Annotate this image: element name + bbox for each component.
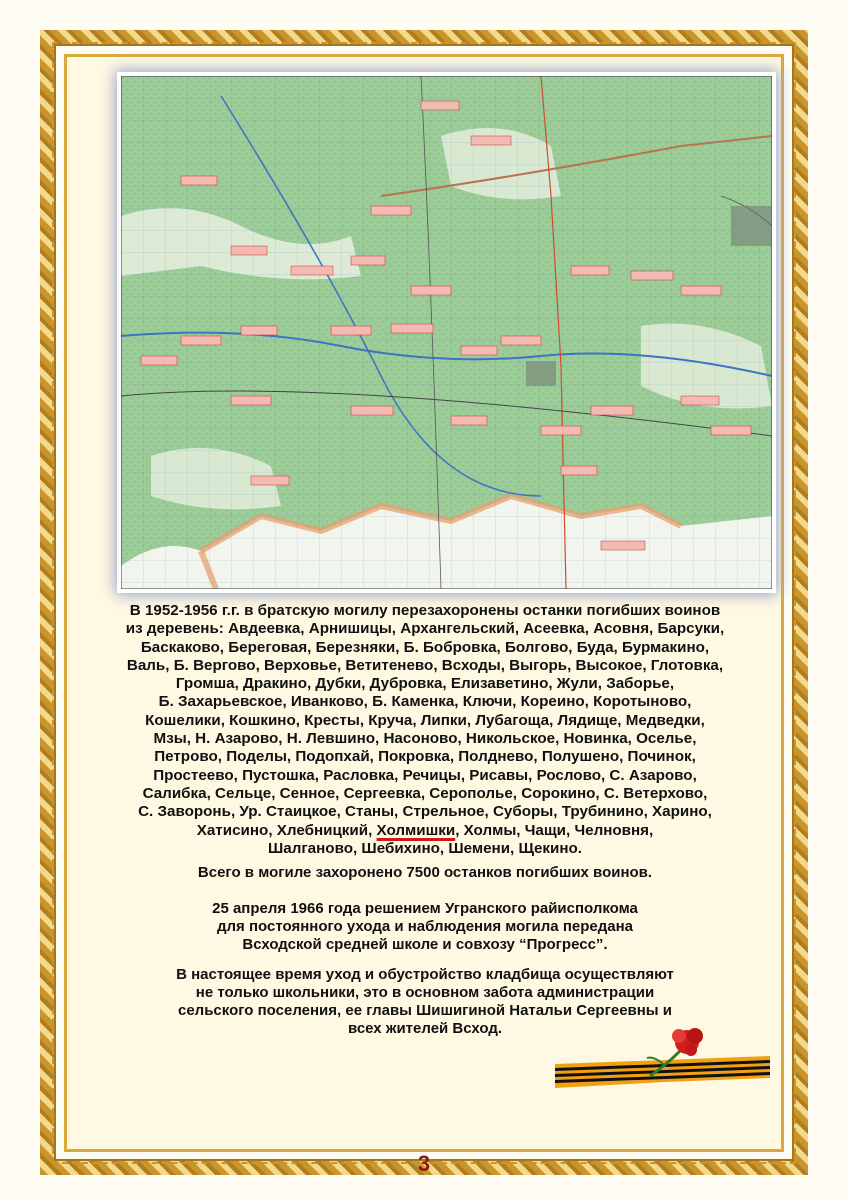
intro-line-13-start: Хатисино, Хлебницкий,: [196, 821, 377, 839]
intro-line: В 1952-1956 г.г. в братскую могилу перезахоронены останки погибших воинов: [129, 602, 721, 619]
decision-line: для постоянного ухода и наблюдения могила передана: [217, 918, 633, 935]
st-george-ribbon-with-carnation-icon: [555, 1026, 775, 1096]
decision-line: 25 апреля 1966 года решением Угранского райисполкома: [212, 900, 638, 917]
decision-line: Всходской средней школе и совхозу “Прогресс”.: [242, 936, 608, 953]
intro-line: Простеево, Пустошка, Расловка, Речицы, Рисавы, Рослово, С. Азарово,: [153, 766, 697, 784]
intro-line: Петрово, Поделы, Подопхай, Покровка, Полднево, Полушено, Починок,: [154, 748, 696, 766]
intro-line-13-end: , Холмы, Чащи, Челновня,: [455, 821, 654, 839]
intro-line: из деревень: Авдеевка, Арнишицы, Архангельский, Асеевка, Асовня, Барсуки,: [125, 620, 725, 638]
intro-line: Б. Захарьевское, Иванково, Б. Каменка, Ключи, Кореино, Коротыново,: [158, 693, 692, 711]
intro-line: Салибка, Сельце, Сенное, Сергеевка, Серополье, Сорокино, С. Ветерхово,: [142, 784, 708, 802]
topographic-map: [121, 76, 772, 589]
intro-line: Шалганово, Шебихино, Шемени, Щекино.: [268, 839, 582, 857]
map-image: [121, 76, 772, 589]
intro-line: Баскаково, Береговая, Березняки, Б. Бобровка, Болгово, Буда, Бурмакино,: [140, 638, 710, 656]
total-burials-text: Всего в могиле захоронено 7500 останков погибших воинов.: [197, 864, 653, 881]
intro-line: Кошелики, Кошкино, Кресты, Круча, Липки, Лубагоща, Лядище, Медведки,: [145, 711, 705, 729]
intro-line: Мзы, Н. Азарово, Н. Левшино, Насоново, Никольское, Новинка, Оселье,: [153, 730, 697, 748]
intro-line-13: [100, 822, 750, 840]
intro-line: Громша, Дракино, Дубки, Дубровка, Елизаветино, Жули, Заборье,: [175, 675, 675, 693]
care-line: всех жителей Всход.: [347, 1020, 503, 1037]
intro-paragraph: [100, 602, 750, 858]
care-line: сельского поселения, ее главы Шишигиной Натальи Сергеевны и: [177, 1002, 673, 1019]
care-line: В настоящее время уход и обустройство кладбища осуществляют: [176, 966, 674, 983]
care-line: не только школьники, это в основном забота администрации: [195, 984, 655, 1001]
page-number: 3: [417, 1151, 431, 1176]
intro-line: Валь, Б. Вергово, Верховье, Ветитенево, Всходы, Выгорь, Высокое, Глотовка,: [126, 656, 724, 674]
decision-paragraph: [100, 900, 750, 954]
highlighted-village-name: Холмишки: [376, 821, 456, 839]
intro-line: С. Заворонь, Ур. Стаицкое, Станы, Стрельное, Суборы, Трубинино, Харино,: [138, 803, 712, 821]
